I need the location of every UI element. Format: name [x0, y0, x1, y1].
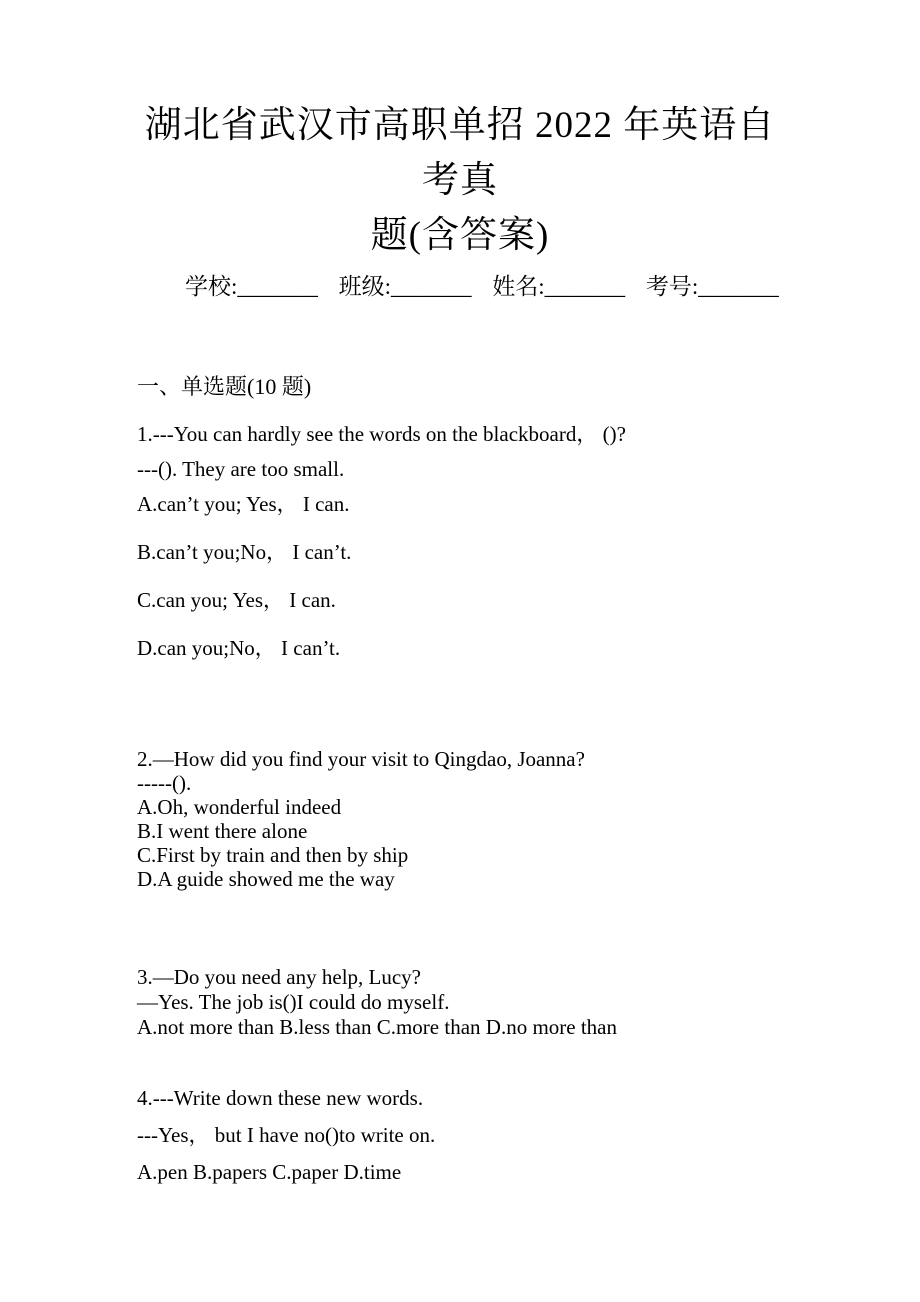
question-2-stem-line-1: 2.—How did you find your visit to Qingdao, Joanna? [137, 747, 585, 771]
section-heading: 一、单选题(10 题) [137, 374, 312, 399]
school-field: 学校:_______ [185, 274, 318, 299]
question-1-option-b: B.can’t you;No， I can’t. [137, 540, 352, 564]
question-2-option-c: C.First by train and then by ship [137, 843, 409, 867]
question-1-option-d: D.can you;No， I can’t. [137, 636, 341, 660]
document-title-line-2: 题(含答案) [370, 215, 550, 256]
question-2-option-b: B.I went there alone [137, 819, 308, 843]
class-field: 班级:_______ [338, 274, 472, 299]
question-3-stem-line-2: —Yes. The job is()I could do myself. [137, 990, 450, 1014]
question-4-stem-line-2: ---Yes， but I have no()to write on. [137, 1123, 436, 1147]
question-4-options-line: A.pen B.papers C.paper D.time [137, 1160, 402, 1184]
question-1-stem-line-2: ---(). They are too small. [137, 457, 345, 481]
name-field: 姓名:_______ [492, 274, 626, 299]
document-title-line-1: 湖北省武汉市高职单招 2022 年英语自考真 [144, 105, 776, 201]
question-2-stem-line-2: -----(). [137, 771, 192, 795]
question-2-option-a: A.Oh, wonderful indeed [137, 795, 342, 819]
question-4 [137, 1085, 783, 1185]
exam-number-field: 考号:_______ [645, 274, 779, 299]
question-3 [137, 965, 783, 1040]
question-1-option-c: C.can you; Yes， I can. [137, 588, 336, 612]
question-1 [137, 421, 783, 661]
question-1-stem-line-1: 1.---You can hardly see the words on the blackboard， ()? [137, 422, 626, 446]
student-info-line [137, 273, 783, 301]
question-1-option-a: A.can’t you; Yes， I can. [137, 492, 350, 516]
document-title [137, 98, 783, 263]
question-3-stem-line-1: 3.—Do you need any help, Lucy? [137, 965, 422, 989]
question-2 [137, 747, 783, 891]
question-4-stem-line-1: 4.---Write down these new words. [137, 1086, 424, 1110]
question-2-option-d: D.A guide showed me the way [137, 867, 395, 891]
question-3-options-line: A.not more than B.less than C.more than D.no more than [137, 1015, 617, 1039]
